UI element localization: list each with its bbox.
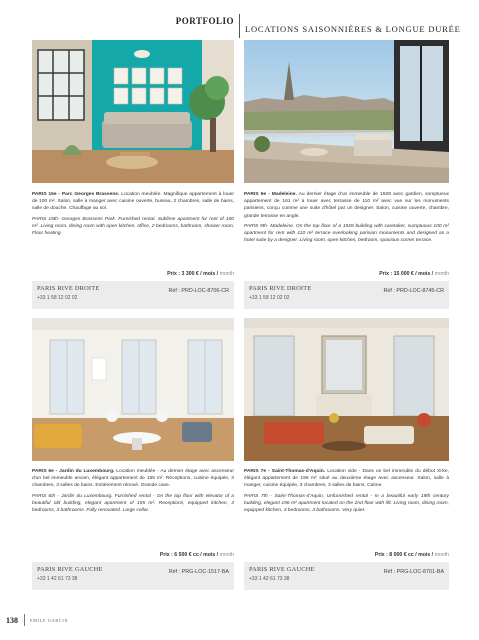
agency-phone[interactable]: +33 1 58 12 02 02 [37,295,78,301]
listing-reference: Réf : PRD-LOC-8745-CR [383,288,444,294]
agency-name: PARIS RIVE GAUCHE [249,566,315,573]
listing-4-title: PARIS 7e - Saint-Thomas-d'Aquin. [244,469,326,474]
agency-name: PARIS RIVE DROITE [249,285,312,292]
listing-1-price-unit: month [219,271,234,277]
listing-4-photo [244,318,449,461]
listing-1-agency-card[interactable] [32,281,234,309]
listing-reference: Réf : PRG-LOC-8701-BA [383,569,444,575]
listing-4-en-text: PARIS 7th - Saint-Thomas-d'Aquin. Unfurnished rental - In a beautiful early 19th century building, elegant 196 m² apartment located on the 2nd floor with lift. Living room, dining room, equipped kitchen, 3 bedrooms, 3 bathrooms. Very quiet. [244,493,449,514]
listing-4-price [244,552,449,558]
listing-1-description [32,191,234,240]
listing-1-title: PARIS 15e - Parc Georges Brassens. [32,192,120,197]
listing-3-price-unit: month [219,552,234,558]
listing-1-en-text: PARIS 15th- Georges Brassens Park. Furnished rental. Sublime apartment for rent of 100 m². Living room, dining room with open kitchen, office, 2 bedrooms, bathroom, shower room, Floor heating. [32,216,234,237]
listing-3-price-value: Prix : 6 500 € cc / mois / [159,552,219,558]
portfolio-title: PORTFOLIO [175,16,234,26]
listing-4-description [244,468,449,517]
listing-2-price-value: Prix : 15 000 € / mois / [379,271,434,277]
page-number: 138 [6,616,18,625]
listing-2-photo [244,40,449,183]
listing-2-price-unit: month [434,271,449,277]
agency-name: PARIS RIVE DROITE [37,285,100,292]
agency-phone[interactable]: +33 1 42 61 73 38 [37,576,78,582]
listing-2-description [244,191,449,247]
listing-reference: Réf : PRD-LOC-8706-CR [168,288,229,294]
listing-1-fr-text: Location meublée. Magnifique appartement à louer de 100 m². Salon, salle à manger avec cuisine ouverte, bureau, 2 chambres, salle de bains, salle de douche. Chauffage au sol. [32,192,234,212]
agency-phone[interactable]: +33 1 42 61 73 38 [249,576,290,582]
listing-4-agency-card[interactable] [244,562,449,590]
listing-1-price-value: Prix : 3 300 € / mois / [167,271,219,277]
header-divider [239,14,240,38]
listing-4-fr-text: Location vide - Dans un bel immeuble du début XIXe, élégant appartement de 196 m² situé au deuxième étage avec ascenseur. Salon, salle à manger, cuisine équipée, 3 chambres, 3 salles de bains. Calme. [244,469,449,489]
listing-2-price [244,271,449,277]
listing-1-price [32,271,234,277]
listing-2-agency-card[interactable] [244,281,449,309]
listing-2-fr-text: Au dernier étage d'un immeuble de 1928 avec gardien, somptueux appartement de 161 m² à louer avec terrasse de 110 m² avec vue sur les monuments parisiens, conçu comme une suite d'hôtel par un designer. Salon, cuisine ouverte, chambre, grande terrasse en angle. [244,192,450,219]
listing-2-title: PARIS 9e - Madeleine. [244,192,297,197]
listing-4-price-unit: month [434,552,449,558]
listing-3-photo [32,318,234,461]
listing-3-agency-card[interactable] [32,562,234,590]
listing-3-description [32,468,234,517]
brand-name: EMILE GARCIN [30,618,69,623]
agency-phone[interactable]: +33 1 58 12 02 02 [249,295,290,301]
listing-3-fr-text: Location meublée - Au dernier étage avec ascenseur d'un bel immeuble ancien, élégant appartement de 155 m². Réceptions, cuisine équipée, 3 chambres, 3 salles de bains. Entièrement rénové. Grande cave. [32,469,234,489]
page-footer [0,600,479,640]
listing-1-photo [32,40,234,183]
listing-3-price [32,552,234,558]
listing-4-price-value: Prix : 8 000 € cc / mois / [374,552,434,558]
agency-name: PARIS RIVE GAUCHE [37,566,103,573]
section-title: LOCATIONS SAISONNIÈRES & LONGUE DURÉE [245,24,461,34]
listing-3-en-text: PARIS 6th - Jardin du Luxembourg. Furnished rental - On the top floor with elevator of a beautiful old building, elegant apartment of 155 m². Receptions, equipped kitchen, 3 bedrooms, 3 bathrooms. Fully renovated. Large cellar. [32,493,234,514]
listing-reference: Réf : PRG-LOC-1517-BA [168,569,229,575]
listing-2-en-text: PARIS 9th- Madeleine. On the top floor of a 1928 building with caretaker, sumptuous 100 m² apartment for rent with 110 m² terrace overlooking parisian monuments and designed as a hotel suite by a designer. Living room, open kitchen, bedroom, spacious corner terrace. [244,223,449,244]
footer-divider [24,614,25,626]
listing-3-title: PARIS 6e - Jardin du Luxembourg. [32,469,115,474]
